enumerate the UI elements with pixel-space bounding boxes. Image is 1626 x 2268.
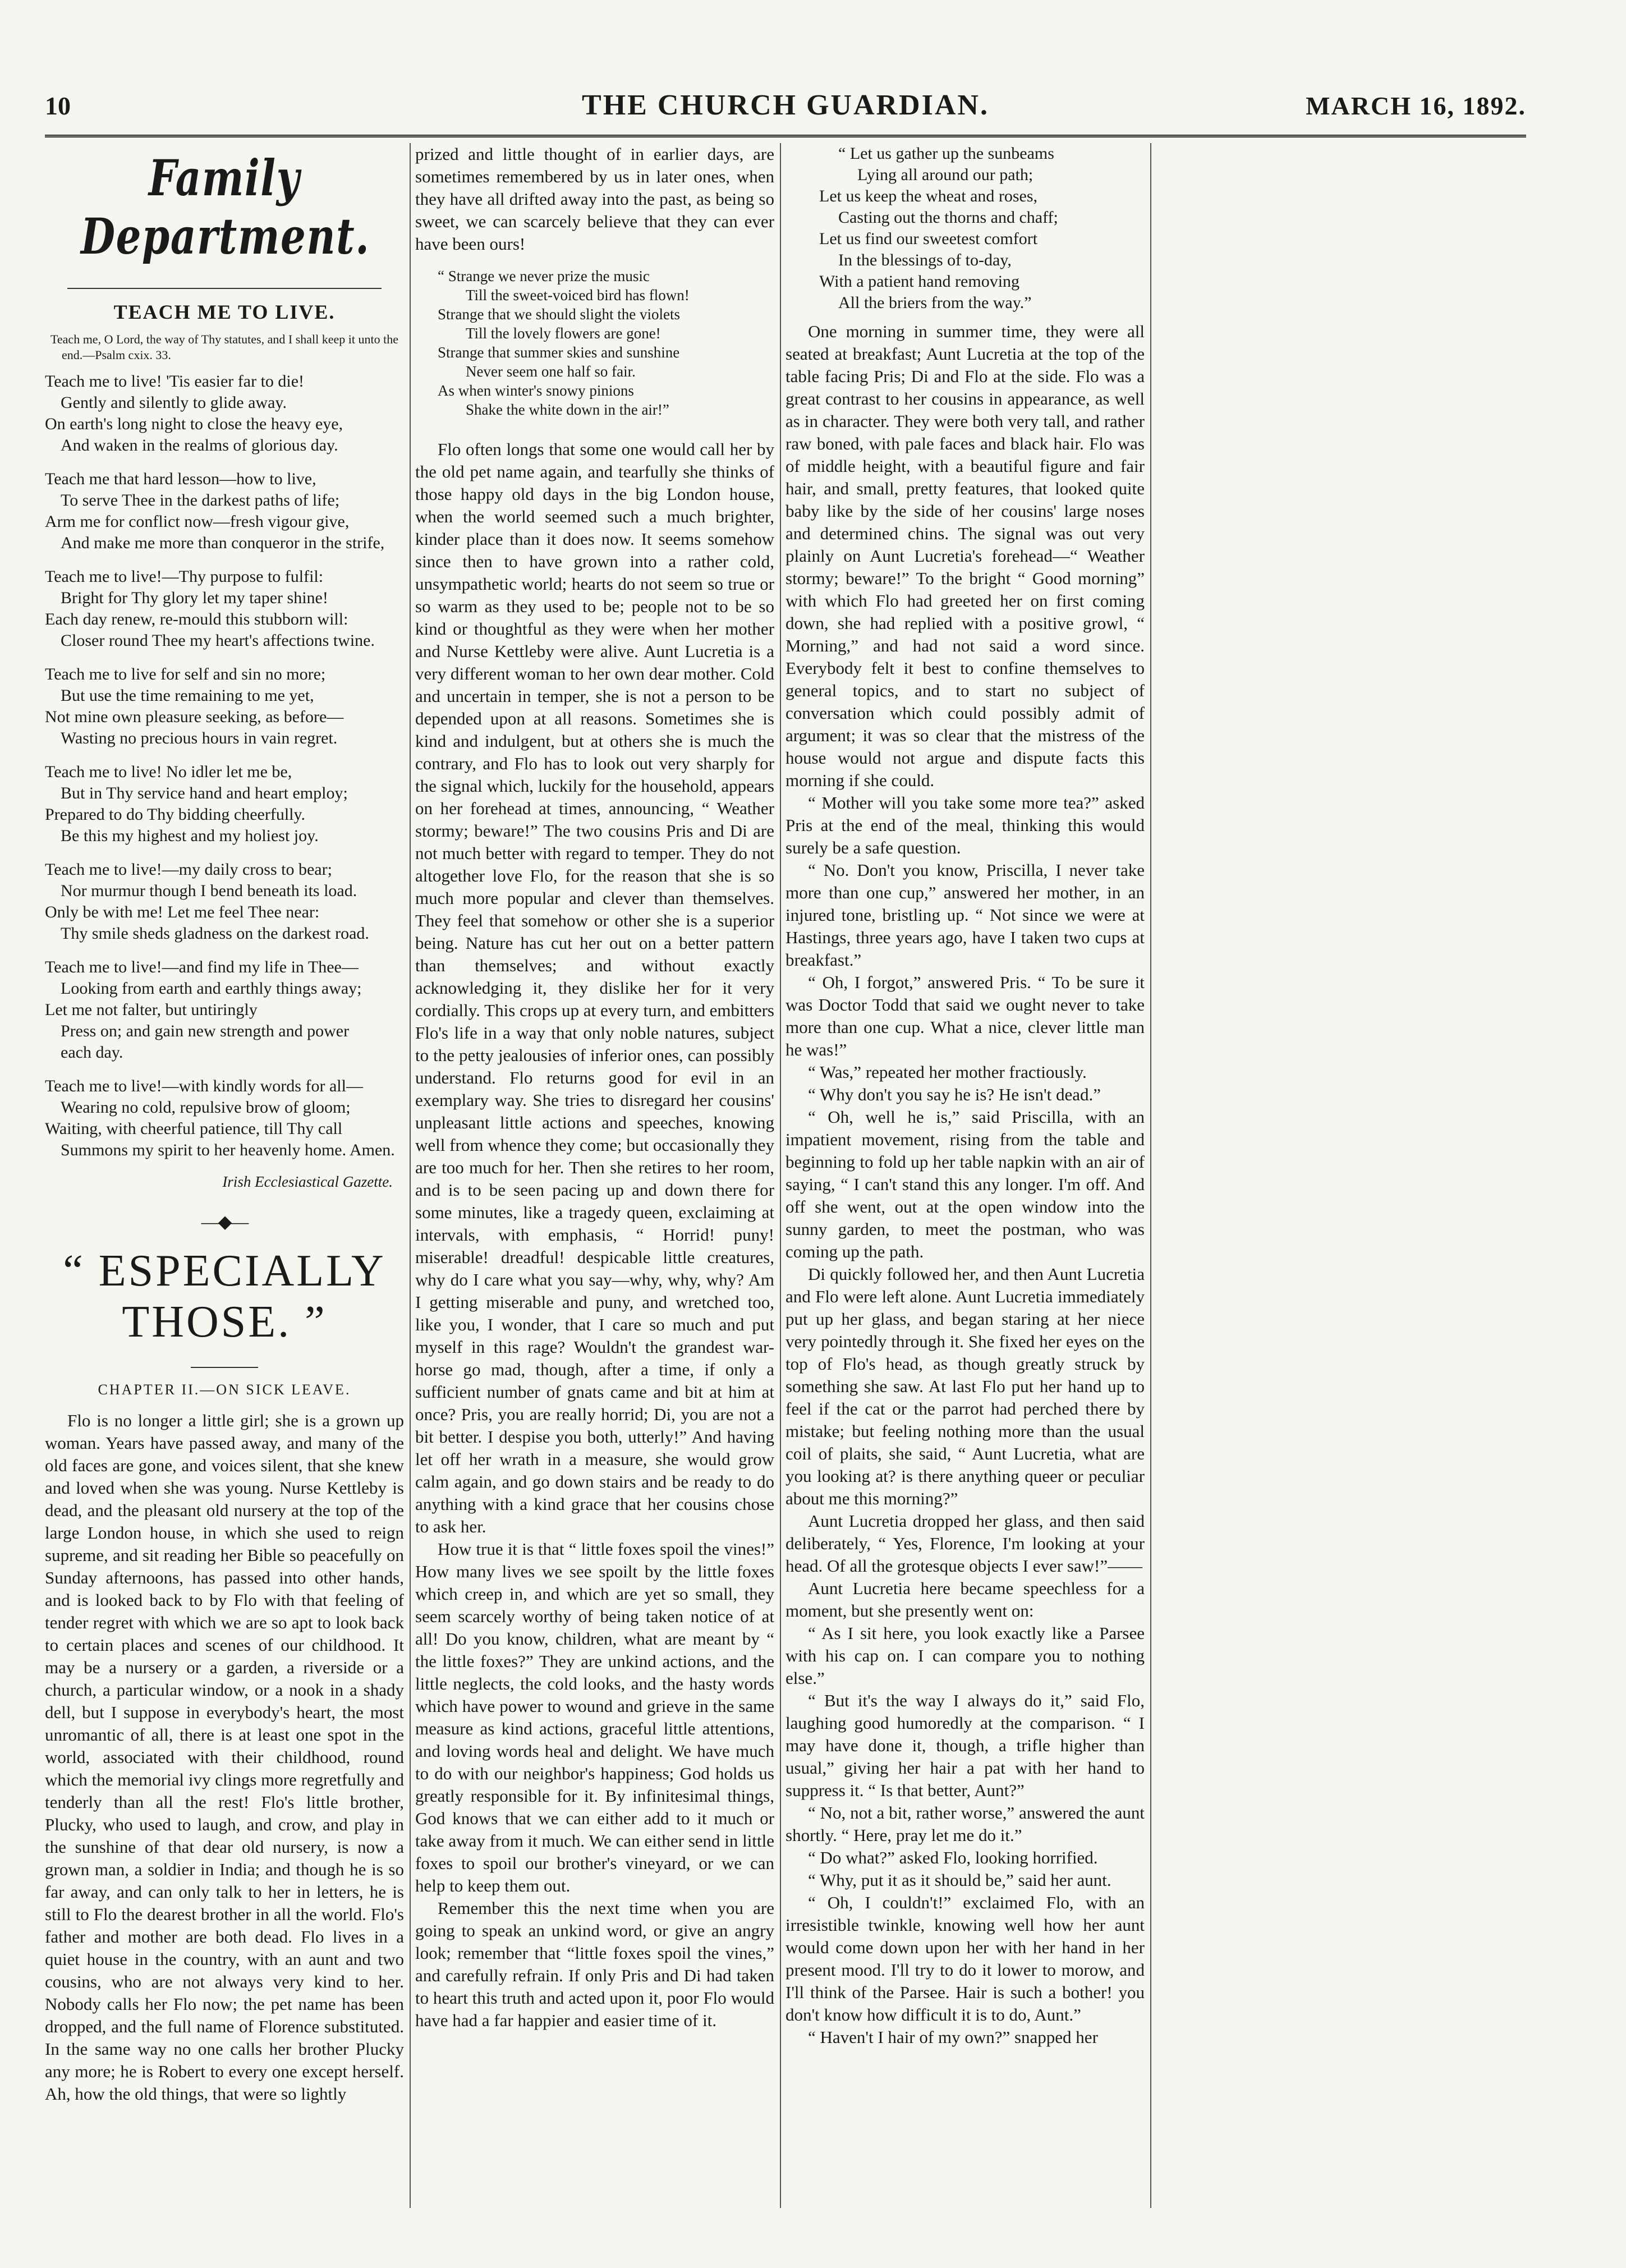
story-paragraph: “ But it's the way I always do it,” said Flo, laughing good humoredly at the comparison. “ I may have done it, though, a trifle higher than usual,” giving her hair a pat with her hand to suppress it. “ Is that better, Aunt?”	[786, 1691, 1145, 1800]
poem-line: Never seem one half so fair.	[466, 363, 636, 380]
story-text-col3	[786, 320, 1145, 2049]
poem-line: Be this my highest and my holiest joy.	[61, 827, 319, 845]
story-paragraph: “ Mother will you take some more tea?” asked Pris at the end of the meal, thinking this would surely be a safe question.	[786, 793, 1145, 857]
story-paragraph: Remember this the next time when you are going to speak an unkind word, or give an angry look; remember that “little foxes spoil the vines,” and carefully refrain. If only Pris and Di had taken to heart this truth and acted upon it, poor Flo would have had a far happier and easier time of it.	[415, 1898, 774, 2030]
poem-line: Summons my spirit to her heavenly home. Amen.	[61, 1141, 395, 1159]
column-divider	[780, 143, 781, 2208]
poem-line: Only be with me! Let me feel Thee near:	[45, 903, 320, 921]
poem-body	[45, 371, 404, 1161]
poem-line: Teach me to live! No idler let me be,	[45, 763, 292, 781]
poem-line: Bright for Thy glory let my taper shine!	[61, 589, 328, 607]
story-paragraph: “ Was,” repeated her mother fractiously.	[808, 1062, 1087, 1082]
masthead	[45, 84, 1526, 135]
poem-stanza	[45, 859, 404, 944]
column-3	[786, 143, 1145, 2219]
poem-line: Shake the white down in the air!”	[466, 401, 669, 418]
poem-line: Wasting no precious hours in vain regret.	[61, 729, 338, 747]
poem-line: Teach me to live! 'Tis easier far to die!	[45, 372, 305, 391]
column-1	[45, 143, 404, 2219]
poem-line: Closer round Thee my heart's affections twine.	[61, 631, 375, 650]
poem-line: Gently and silently to glide away.	[61, 393, 287, 412]
poem-line: Teach me to live!—with kindly words for all—	[45, 1077, 363, 1095]
story-paragraph: “ Why, put it as it should be,” said her aunt.	[808, 1870, 1111, 1890]
poem-stanza	[45, 664, 404, 749]
poem-line: Strange that summer skies and sunshine	[438, 344, 680, 361]
ornament-divider: —◆—	[201, 1211, 248, 1232]
poem-line: Teach me to live!—Thy purpose to fulfil:	[45, 567, 324, 586]
page-number: 10	[45, 91, 71, 120]
story-paragraph: “ Oh, well he is,” said Priscilla, with an impatient movement, rising from the table and beginning to fold up her table napkin with an air of saying, “ I can't stand this any longer. I'm off. And off she went, out at the open window into the sunny garden, to meet the postman, who was coming up the path.	[786, 1107, 1145, 1261]
poem-line: As when winter's snowy pinions	[438, 382, 634, 399]
poem-line: Wearing no cold, repulsive brow of gloom;	[61, 1098, 351, 1117]
poem-title: TEACH ME TO LIVE.	[113, 301, 336, 323]
poem-line: Strange that we should slight the violets	[438, 306, 680, 323]
poem-line: With a patient hand removing	[819, 272, 1020, 291]
poem-stanza	[45, 1076, 404, 1161]
story-paragraph: Flo often longs that some one would call her by the old pet name again, and tearfully she thinks of those happy old days in the big London house, when the world seemed such a much brighter, kinder place than it does now. It seems somehow since then to have grown into a rather cold, unsympathetic world; hearts do not seem so true or so warm as they used to be; people not to be so kind or thoughtful as they were when her mother and Nurse Kettleby were alive. Aunt Lucretia is a very different woman to her own dear mother. Cold and uncertain in temper, she is not a person to be depended upon at all reasons. Sometimes she is kind and indulgent, but at others she is much the contrary, and Flo has to look out very sharply for the signal which, luckily for the household, appears on her forehead at times, announcing, “ Weather stormy; beware!” The two cousins Pris and Di are not much better with regard to temper. They do not altogether love Flo, for the reason that she is so much more popular and clever than themselves. They feel that somehow or other she is a superior being. Nature has cut her out on a better pattern than themselves; and without exactly acknowledging it, they dislike her for it very cordially. This crops up at every turn, and embitters Flo's life in a way that only noble natures, subject to the petty jealousies of inferior ones, can possibly understand. Flo returns good for evil in an exemplary way. She tries to disregard her cousins' unpleasant little actions and speeches, knowing well from whence they come; but occasionally they are too much for her. Then she retires to her room, and is to be seen pacing up and down there for some minutes, like a tragedy queen, exclaiming at intervals, with emphasis, “ Horrid! puny! miserable! dreadful! despicable little creatures, why do I care what you say—why, why, why? Am I getting miserable and puny, and wretched too, like you, I wonder, that I care so much and put myself in this rage? Wouldn't the grandest war-horse go mad, though, after a time, if only a sufficient number of gnats came and bit at him at once? Pris, you are really horrid; Di, you are not a bit better. I despise you both, utterly!” And having let off her wrath in a measure, she would grow calm again, and go down stairs and be ready to do anything with a kind grace that her cousins chose to ask her.	[415, 439, 774, 1536]
department-title: Family Department.	[81, 149, 370, 265]
poem-stanza	[45, 371, 404, 456]
poem-stanza	[45, 469, 404, 554]
poem-line: Teach me to live for self and sin no more;	[45, 665, 326, 683]
poem-line: Nor murmur though I bend beneath its load.	[61, 882, 357, 900]
story-paragraph: “ Oh, I forgot,” answered Pris. “ To be sure it was Doctor Todd that said we ought never to take more than one cup. What a nice, clever little man he was!”	[786, 972, 1145, 1059]
title-rule	[191, 1367, 258, 1368]
story-text-col2	[415, 438, 774, 2032]
inset-poem	[438, 267, 774, 419]
poem-line: But in Thy service hand and heart employ;	[61, 784, 348, 802]
poem-line: All the briers from the way.”	[838, 293, 1032, 312]
story-paragraph: “ As I sit here, you look exactly like a Parsee with his cap on. I can compare you to nothing else.”	[786, 1623, 1145, 1688]
poem-line: Till the lovely flowers are gone!	[466, 325, 661, 342]
poem-credit: Irish Ecclesiastical Gazette.	[222, 1173, 393, 1190]
header-rule	[45, 135, 1526, 137]
poem-line: Each day renew, re-mould this stubborn will:	[45, 610, 348, 628]
poem-line: Looking from earth and earthly things away;	[61, 979, 362, 998]
poem-line: But use the time remaining to me yet,	[61, 686, 314, 705]
poem-line: And waken in the realms of glorious day.	[61, 436, 338, 454]
poem-line: In the blessings of to-day,	[838, 251, 1012, 269]
story-text-col1	[45, 1410, 404, 2105]
poem-stanza	[45, 761, 404, 847]
poem-line: Teach me to live!—my daily cross to bear;	[45, 860, 332, 879]
inset-poem	[819, 143, 1145, 314]
story-paragraph: One morning in summer time, they were all seated at breakfast; Aunt Lucretia at the top of the table facing Pris; Di and Flo at the side. Flo was a great contrast to her cousins in appearance, as well as in character. They were both very tall, and rather raw boned, with pale faces and black hair. Flo was of middle height, with a beautiful figure and fair hair, and small, pretty features, that looked quite baby like by the side of her cousins' large noses and determined chins. The signal was out very plainly on Aunt Lucretia's forehead—“ Weather stormy; beware!” To the bright “ Good morning” with which Flo had greeted her on first coming down, she had replied with a positive growl, “ Morning,” and had not said a word since. Everybody felt it best to confine themselves to general topics, and to start no subject of conversation which could possibly admit of argument; it was so clear that the mistress of the house would not argue and dispute facts this morning if she could.	[786, 322, 1145, 790]
story-paragraph: Aunt Lucretia dropped her glass, and then said deliberately, “ Yes, Florence, I'm looking at your head. Of all the grotesque objects I ever saw!”——	[786, 1511, 1145, 1576]
newspaper-title: THE CHURCH GUARDIAN.	[582, 89, 989, 121]
story-paragraph: “ Why don't you say he is? He isn't dead.”	[808, 1085, 1101, 1104]
poem-stanza	[45, 566, 404, 651]
poem-line: Arm me for conflict now—fresh vigour give,	[45, 512, 350, 531]
story-paragraph: “ Do what?” asked Flo, looking horrified.	[808, 1848, 1098, 1867]
poem-line: To serve Thee in the darkest paths of life;	[61, 491, 340, 509]
poem-line: Thy smile sheds gladness on the darkest road.	[61, 924, 369, 943]
story-paragraph: How true it is that “ little foxes spoil the vines!” How many lives we see spoilt by the little foxes which creep in, and which are yet so small, they seem scarcely worthy of being taken notice of at all! Do you know, children, what are meant by “ the little foxes?” They are unkind actions, and the little neglects, the cold looks, and the hasty words which have power to wound and grieve in the same measure as kind actions, graceful little attentions, and loving words heal and delight. We have much to do with our neighbor's happiness; God holds us greatly responsible for it. By infinitesimal things, God knows that we can either add to it much or take away from it much. We can either send in little foxes to spoil our brother's vineyard, or we can help to keep them out.	[415, 1539, 774, 1895]
poem-line: Casting out the thorns and chaff;	[838, 208, 1058, 227]
story-paragraph: “ Haven't I hair of my own?” snapped her	[808, 2027, 1098, 2047]
poem-line: On earth's long night to close the heavy eye,	[45, 415, 343, 433]
story-paragraph: Di quickly followed her, and then Aunt Lucretia and Flo were left alone. Aunt Lucretia immediately put up her glass, and began staring at her niece very pointedly through it. She fixed her eyes on the top of Flo's head, as though greatly struck by something she saw. At last Flo put her hand up to feel if the cat or the parrot had perched there by mistake; but feeling nothing more than the usual coil of plaits, she said, “ Aunt Lucretia, what are you looking at? is there anything queer or peculiar about me this morning?”	[786, 1264, 1145, 1508]
story-paragraph: “ No, not a bit, rather worse,” answered the aunt shortly. “ Here, pray let me do it.”	[786, 1803, 1145, 1845]
poem-line: Teach me to live!—and find my life in Thee—	[45, 958, 359, 976]
story-paragraph: prized and little thought of in earlier days, are sometimes remembered by us in later ones, when they have all drifted away into the past, as being so sweet, we can scarcely believe that they can ever have been ours!	[415, 144, 774, 254]
section-rule	[67, 288, 382, 289]
poem-line: “ Let us gather up the sunbeams	[838, 144, 1054, 163]
poem-line: Prepared to do Thy bidding cheerfully.	[45, 805, 306, 824]
issue-date: MARCH 16, 1892.	[1306, 91, 1526, 120]
column-divider	[410, 143, 411, 2208]
poem-line: Waiting, with cheerful patience, till Thy call	[45, 1119, 343, 1138]
column-divider	[1150, 143, 1151, 2208]
poem-line: Let me not falter, but untiringly	[45, 1000, 258, 1019]
poem-line: each day.	[61, 1043, 123, 1062]
story-paragraph: “ No. Don't you know, Priscilla, I never take more than one cup,” answered her mother, in an injured tone, bristling up. “ Not since we were at Hastings, three years ago, have I taken two cups at breakfast.”	[786, 860, 1145, 970]
story-paragraph: “ Oh, I couldn't!” exclaimed Flo, with an irresistible twinkle, knowing well how her aunt would come down upon her with her hand in her present mood. I'll try to do it lower to morow, and I'll think of the Parsee. Hair is such a bother! you don't know how difficult it is to do, Aunt.”	[786, 1893, 1145, 2024]
poem-epigraph: Teach me, O Lord, the way of Thy statutes, and I shall keep it unto the end.—Psalm cxix. 33.	[50, 332, 398, 362]
column-2	[415, 143, 774, 2219]
story-title: “ ESPECIALLY THOSE. ”	[63, 1246, 386, 1347]
poem-line: Let us find our sweetest comfort	[819, 229, 1038, 248]
poem-line: Press on; and gain new strength and power	[61, 1022, 350, 1040]
poem-line: Not mine own pleasure seeking, as before—	[45, 708, 344, 726]
poem-line: Till the sweet-voiced bird has flown!	[466, 287, 690, 304]
poem-stanza	[45, 957, 404, 1063]
story-paragraph: Aunt Lucretia here became speechless for a moment, but she presently went on:	[786, 1578, 1145, 1620]
poem-line: “ Strange we never prize the music	[438, 268, 650, 284]
story-paragraph: Flo is no longer a little girl; she is a grown up woman. Years have passed away, and many of the old faces are gone, and voices silent, that she knew and loved when she was young. Nurse Kettleby is dead, and the pleasant old nursery at the top of the large London house, in which she used to reign supreme, and sit reading her Bible so peacefully on Sunday afternoons, has passed into other hands, and is looked back to by Flo with that feeling of tender regret with which we are so apt to look back to certain places and scenes of our childhood. It may be a nursery or a garden, a riverside or a church, a particular window, or a nook in a shady dell, but I suppose in everybody's heart, the most unromantic of all, there is at least one spot in the world, associated with their childhood, round which the memorial ivy clings more regretfully and tenderly than all the rest! Flo's little brother, Plucky, who used to laugh, and crow, and play in the sunshine of that dear old nursery, is now a grown man, a soldier in India; and though he is so far away, and can only talk to her in letters, he is still to Flo the dearest brother in all the world. Flo's father and mother are both dead. Flo lives in a quiet house in the country, with an aunt and two cousins, who are not always very kind to her. Nobody calls her Flo now; the pet name has been dropped, and the full name of Florence substituted. In the same way no one calls her brother Plucky any more; he is Robert to every one except herself. Ah, how the old things, that were so lightly	[45, 1411, 404, 2104]
chapter-heading: CHAPTER II.—ON SICK LEAVE.	[98, 1381, 351, 1398]
poem-line: Teach me that hard lesson—how to live,	[45, 470, 316, 488]
poem-line: Lying all around our path;	[857, 166, 1034, 184]
poem-line: Let us keep the wheat and roses,	[819, 187, 1038, 205]
poem-line: And make me more than conqueror in the strife,	[61, 534, 385, 552]
